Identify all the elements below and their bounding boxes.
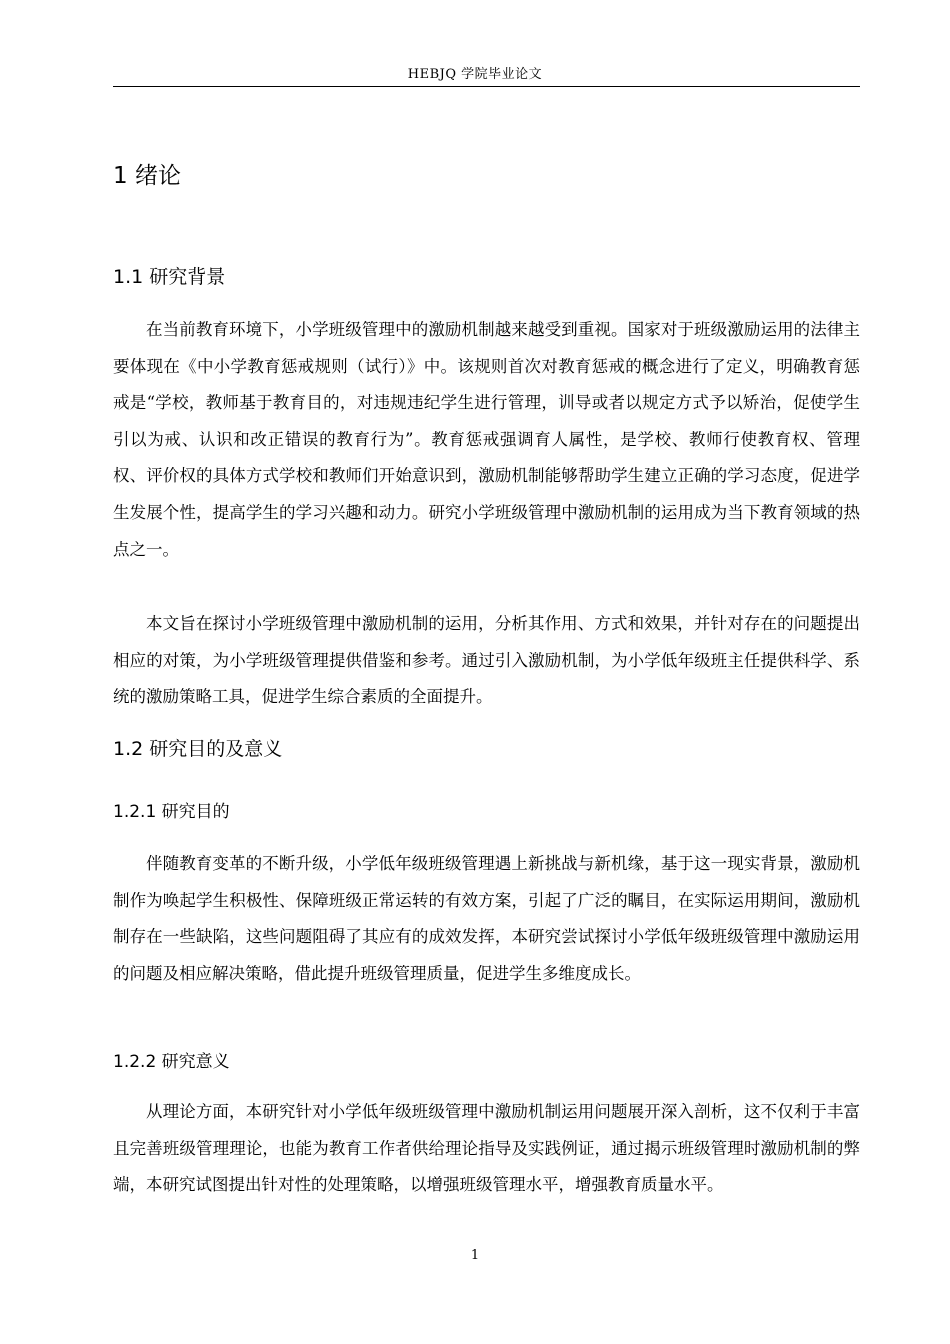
header-divider	[113, 86, 860, 87]
section-1-2-1-paragraph: 伴随教育变革的不断升级，小学低年级班级管理遇上新挑战与新机缘，基于这一现实背景，激励机制作为唤起学生积极性、保障班级正常运转的有效方案，引起了广泛的瞩目，在实际运用期间，激励机制存在一些缺陷，这些问题阻碍了其应有的成效发挥，本研究尝试探讨小学低年级班级管理中激励运用的问题及相应解决策略，借此提升班级管理质量，促进学生多维度成长。	[113, 854, 860, 983]
section-1-1-paragraph-2: 本文旨在探讨小学班级管理中激励机制的运用，分析其作用、方式和效果，并针对存在的问题提出相应的对策，为小学班级管理提供借鉴和参考。通过引入激励机制，为小学低年级班主任提供科学、系统的激励策略工具，促进学生综合素质的全面提升。	[113, 614, 860, 707]
section-heading-1-2-1: 1.2.1 研究目的	[113, 802, 230, 822]
page-number: 1	[470, 1248, 480, 1263]
section-heading-1-1: 1.1 研究背景	[113, 266, 226, 288]
section-1-1-paragraph-1: 在当前教育环境下，小学班级管理中的激励机制越来越受到重视。国家对于班级激励运用的法律主要体现在《中小学教育惩戒规则（试行）》中。该规则首次对教育惩戒的概念进行了定义，明确教育惩戒是“学校，教师基于教育目的，对违规违纪学生进行管理，训导或者以规定方式予以矫治，促使学生引以为戒、认识和改正错误的教育行为”。教育惩戒强调育人属性，是学校、教师行使教育权、管理权、评价权的具体方式学校和教师们开始意识到，激励机制能够帮助学生建立正确的学习态度，促进学生发展个性，提高学生的学习兴趣和动力。研究小学班级管理中激励机制的运用成为当下教育领域的热点之一。	[113, 320, 860, 559]
section-heading-1-2: 1.2 研究目的及意义	[113, 738, 283, 760]
chapter-title: 1 绪论	[113, 163, 181, 189]
section-1-2-2-paragraph: 从理论方面，本研究针对小学低年级班级管理中激励机制运用问题展开深入剖析，这不仅利于丰富且完善班级管理理论，也能为教育工作者供给理论指导及实践例证，通过揭示班级管理时激励机制的弊端，本研究试图提出针对性的处理策略，以增强班级管理水平，增强教育质量水平。	[113, 1102, 860, 1195]
running-header: HEBJQ 学院毕业论文	[407, 67, 543, 82]
section-heading-1-2-2: 1.2.2 研究意义	[113, 1052, 230, 1072]
